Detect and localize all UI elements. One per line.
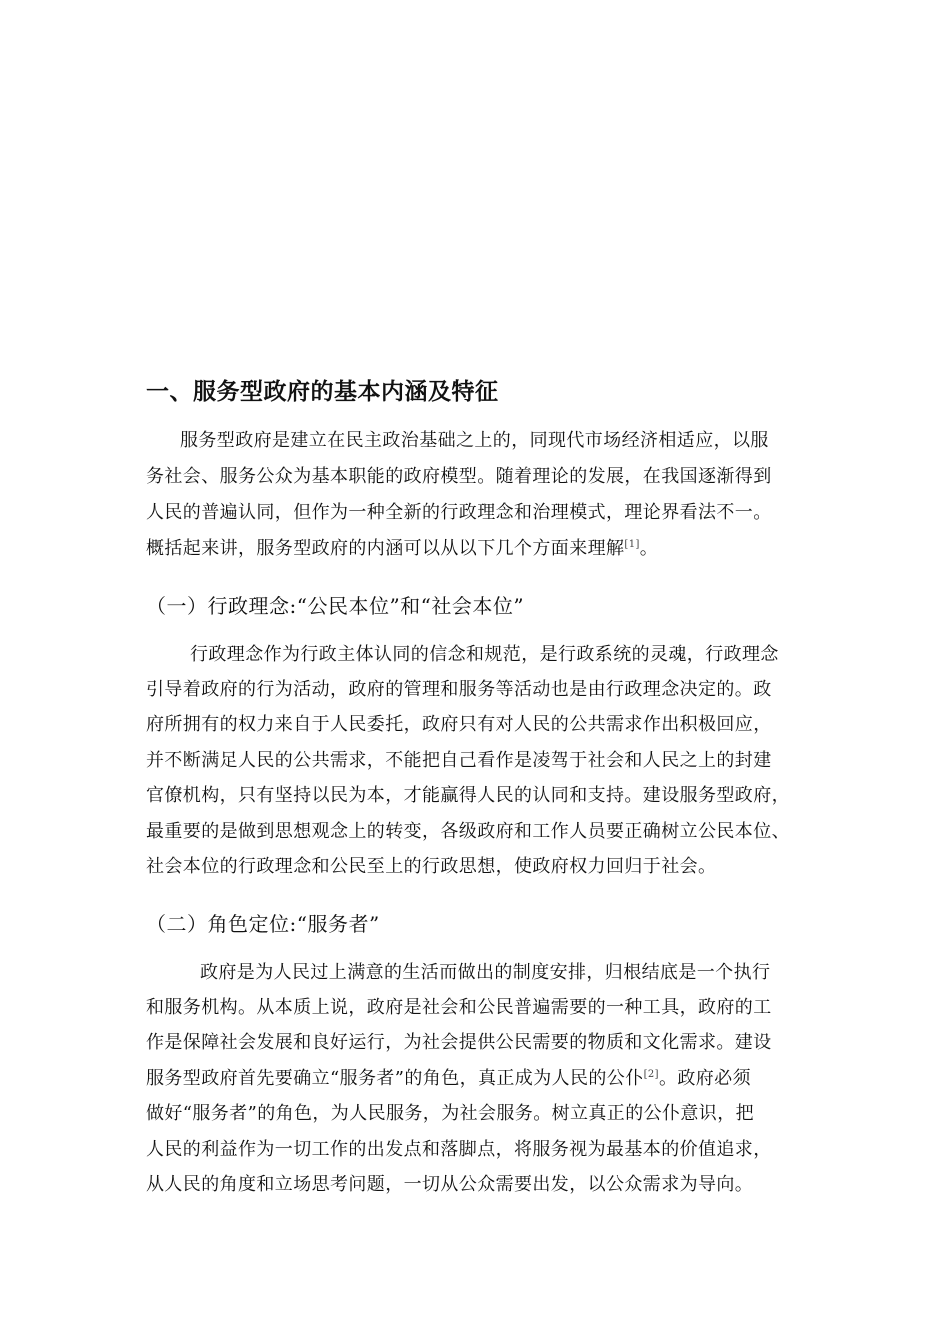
paragraph-line: 做好“服务者”的角色，为人民服务，为社会服务。树立真正的公仆意识，把: [146, 1103, 755, 1124]
paragraph-line: 行政理念作为行政主体认同的信念和规范，是行政系统的灵魂，行政理念: [190, 644, 779, 665]
paragraph-text: 概括起来讲，服务型政府的内涵可以从以下几个方面来理解: [146, 538, 625, 559]
section-heading: 一、服务型政府的基本内涵及特征: [146, 379, 499, 405]
paragraph-line: 并不断满足人民的公共需求，不能把自己看作是凌驾于社会和人民之上的封建: [146, 750, 772, 771]
paragraph-line: 服务型政府是建立在民主政治基础之上的，同现代市场经济相适应，以服: [180, 430, 769, 451]
paragraph-line: 府所拥有的权力来自于人民委托，政府只有对人民的公共需求作出积极回应，: [146, 714, 772, 735]
paragraph-line: 从人民的角度和立场思考问题，一切从公众需要出发，以公众需求为导向。: [146, 1174, 754, 1195]
paragraph-line-with-ref: [146, 534, 658, 564]
paragraph-line: 人民的普遍认同，但作为一种全新的行政理念和治理模式，理论界看法不一。: [146, 502, 772, 523]
paragraph-line: 社会本位的行政理念和公民至上的行政思想，使政府权力回归于社会。: [146, 856, 717, 877]
paragraph-text: 。: [639, 538, 659, 559]
subsection-title: （二）角色定位:“服务者”: [146, 912, 380, 936]
paragraph-line: 政府是为人民过上满意的生活而做出的制度安排，归根结底是一个执行: [200, 962, 771, 983]
paragraph-text: 服务型政府首先要确立“服务者”的角色，真正成为人民的公仆: [146, 1068, 644, 1089]
paragraph-line: 官僚机构，只有坚持以民为本，才能赢得人民的认同和支持。建设服务型政府，: [146, 785, 790, 806]
citation-ref: [1]: [624, 539, 640, 550]
paragraph-line: 作是保障社会发展和良好运行，为社会提供公民需要的物质和文化需求。建设: [146, 1032, 772, 1053]
citation-ref: [2]: [643, 1069, 659, 1080]
paragraph-line: 人民的利益作为一切工作的出发点和落脚点，将服务视为最基本的价值追求，: [146, 1139, 772, 1160]
paragraph-line: 务社会、服务公众为基本职能的政府模型。随着理论的发展，在我国逐渐得到: [146, 466, 772, 487]
paragraph-text: 。政府必须: [658, 1068, 751, 1089]
paragraph-line: 最重要的是做到思想观念上的转变，各级政府和工作人员要正确树立公民本位、: [146, 821, 790, 842]
paragraph-line: 和服务机构。从本质上说，政府是社会和公民普遍需要的一种工具，政府的工: [146, 997, 772, 1018]
paragraph-line-with-ref: [146, 1064, 751, 1094]
paragraph-line: 引导着政府的行为活动，政府的管理和服务等活动也是由行政理念决定的。政: [146, 679, 772, 700]
subsection-title: （一）行政理念:“公民本位”和“社会本位”: [146, 594, 525, 618]
